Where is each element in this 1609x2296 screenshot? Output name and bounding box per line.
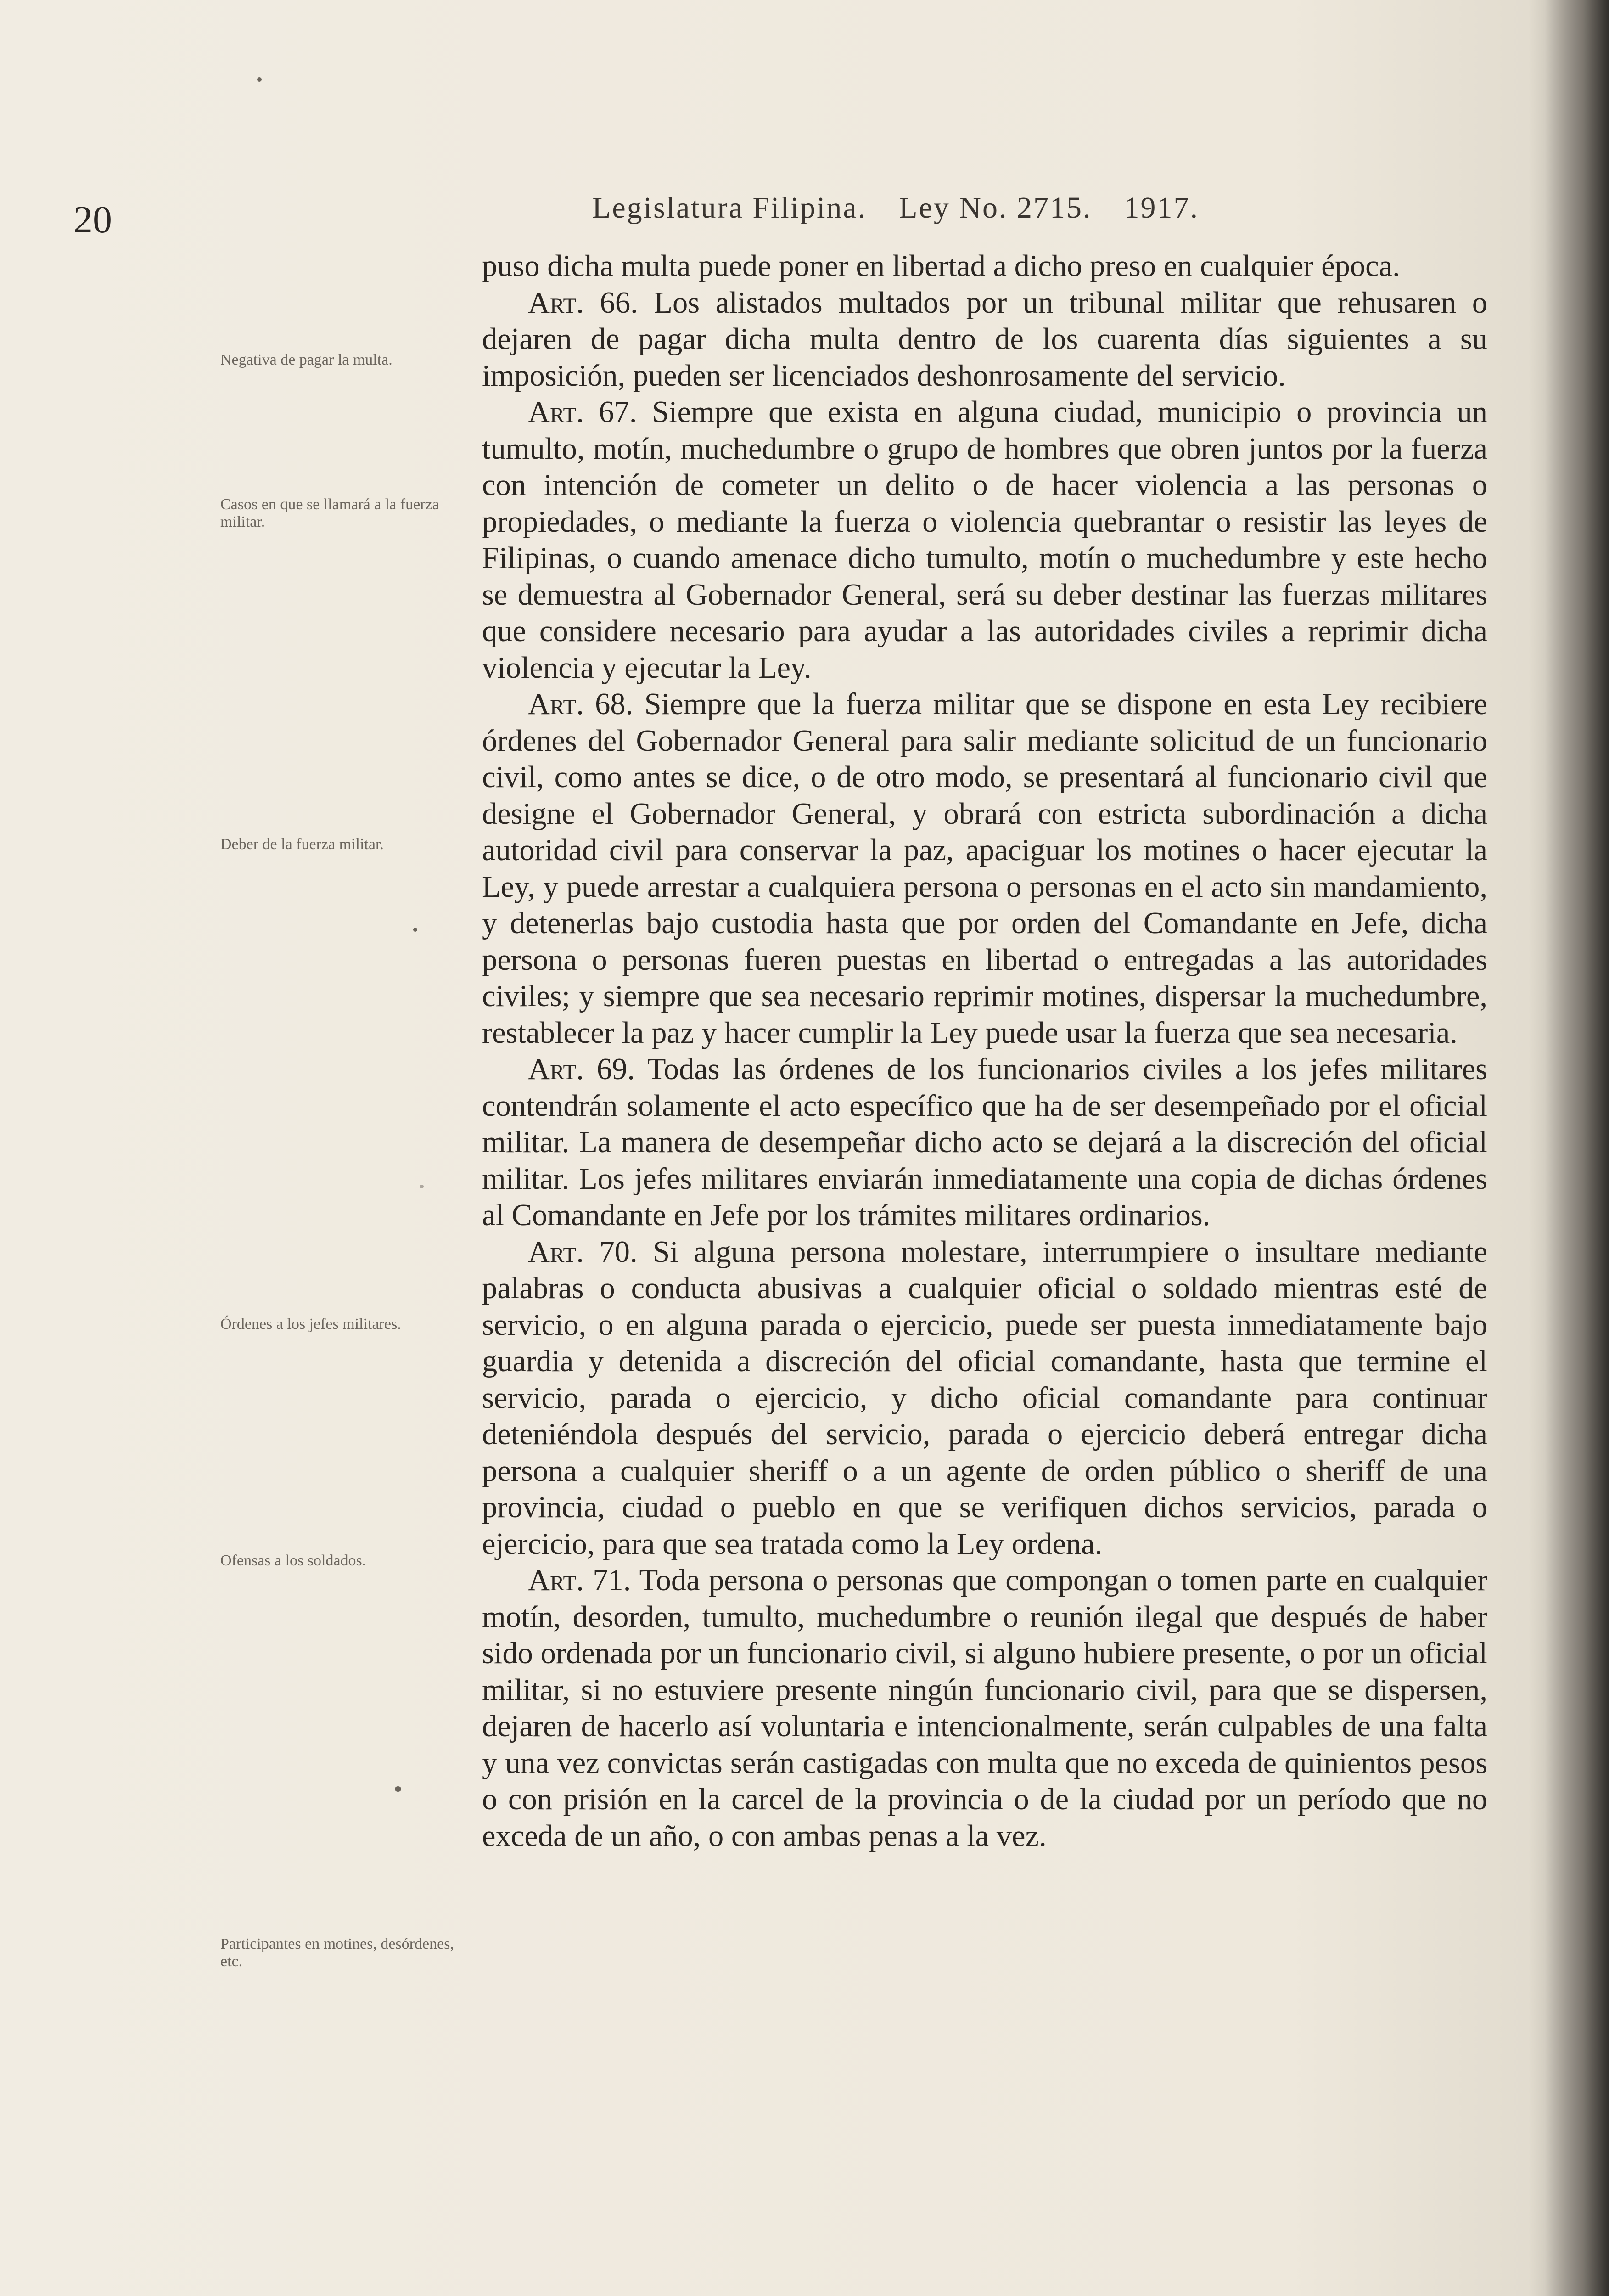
article-label: Art. 70. — [528, 1235, 638, 1269]
margin-note-casos: Casos en que se llamará a la fuerza militar. — [220, 496, 439, 530]
article-67 — [482, 394, 1487, 686]
page-number: 20 — [73, 198, 112, 241]
article-text: Toda persona o personas que compongan o tomen parte en cualquier motín, desorden, tumulto, muchedumbre o reunión ilegal que después de haber sido ordenada por un funcionario civil, si alguno hubiere presente, o por un oficial militar, si no estuviere presente ningún funcionario civil, para que se dispersen, dejaren de hacerlo así voluntaria e intencionalmente, serán culpables de una falta y una vez convictas serán castigadas con multa que no exceda de quinientos pesos o con prisión en la carcel de la provincia o de la ciudad por un período que no exceda de un año, o con ambas penas a la vez. — [482, 1564, 1487, 1853]
paper-speck — [395, 1786, 401, 1792]
article-label: Art. 71. — [528, 1564, 631, 1597]
article-label: Art. 68. — [528, 687, 634, 721]
margin-note-deber: Deber de la fuerza militar. — [220, 836, 384, 853]
article-label: Art. 66. — [528, 286, 638, 320]
margin-note-ofensas: Ofensas a los soldados. — [220, 1552, 366, 1569]
article-label: Art. 67. — [528, 395, 637, 429]
article-text: Los alistados multados por un tribunal militar que rehusaren o dejaren de pagar dicha multa dentro de los cuarenta días siguientes a su imposición, pueden ser licenciados deshonrosamente del servicio. — [482, 286, 1488, 393]
article-text: Todas las órdenes de los funcionarios civiles a los jefes militares contendrán solamente el acto específico que ha de ser desempeñado por el oficial militar. La manera de desempeñar dicho acto se dejará a la discreción del oficial militar. Los jefes militares enviarán inmediatamente una copia de dichas órdenes al Comandante en Jefe por los trámites militares ordinarios. — [482, 1052, 1487, 1232]
paragraph-text: puso dicha multa puede poner en libertad a dicho preso en cualquier época. — [482, 249, 1400, 283]
paper-speck — [413, 928, 417, 932]
running-head-law: Ley No. 2715. — [899, 191, 1092, 225]
article-66 — [482, 285, 1487, 394]
margin-note-participantes: Participantes en motines, desórdenes, etc. — [220, 1936, 454, 1970]
article-text: Si alguna persona molestare, interrumpiere o insultare mediante palabras o conducta abusivas a cualquier oficial o soldado mientras esté de servicio, o en alguna parada o ejercicio, puede ser puesta inmediatamente bajo guardia y detenida a discreción del oficial comandante, hasta que termine el servicio, parada o ejercicio, y dicho oficial comandante para continuar deteniéndola después del servicio, parada o ejercicio deberá entregar dicha persona a cualquier sheriff o a un agente de orden público o sheriff de una provincia, ciudad o pueblo en que se verifiquen dichos servicios, parada o ejercicio, para que sea tratada como la Ley ordena. — [482, 1235, 1487, 1561]
article-69 — [482, 1051, 1487, 1234]
running-head-title: Legislatura Filipina. — [592, 191, 867, 225]
article-label: Art. 69. — [528, 1052, 635, 1086]
article-text: Siempre que la fuerza militar que se dispone en esta Ley recibiere órdenes del Gobernador General para salir mediante solicitud de un funcionario civil, como antes se dice, o de otro modo, se presentará al funcionario civil que designe el Gobernador General, y obrará con estricta subordinación a dicha autoridad civil para conservar la paz, apaciguar los motines o hacer ejecutar la Ley, y puede arrestar a cualquiera persona o personas en el acto sin mandamiento, y detenerlas bajo custodia hasta que por orden del Comandante en Jefe, dicha persona o personas fueren puestas en libertad o entregadas a las autoridades civiles; y siempre que sea necesario reprimir motines, dispersar la muchedumbre, restablecer la paz y hacer cumplir la Ley puede usar la fuerza que sea necesaria. — [482, 687, 1488, 1050]
margin-note-ordenes: Órdenes a los jefes militares. — [220, 1316, 401, 1333]
margin-note-negativa: Negativa de pagar la multa. — [220, 351, 392, 368]
paper-speck — [257, 77, 262, 82]
binding-shadow — [1545, 0, 1609, 2296]
running-head — [592, 191, 1400, 225]
body-text — [482, 248, 1487, 1854]
article-text: Siempre que exista en alguna ciudad, municipio o provincia un tumulto, motín, muchedumbre o grupo de hombres que obren juntos por la fuerza con intención de cometer un delito o de hacer violencia a las personas o propiedades, o mediante la fuerza o violencia quebrantar o resistir las leyes de Filipinas, o cuando amenace dicho tumulto, motín o muchedumbre y este hecho se demuestra al Gobernador General, será su deber destinar las fuerzas militares que considere necesario para ayudar a las autoridades civiles a reprimir dicha violencia y ejecutar la Ley. — [482, 395, 1488, 685]
paper-speck — [420, 1185, 424, 1188]
running-head-year: 1917. — [1124, 191, 1199, 225]
paragraph-continuation — [482, 248, 1487, 285]
article-71 — [482, 1562, 1487, 1854]
article-70 — [482, 1234, 1487, 1563]
article-68 — [482, 686, 1487, 1051]
